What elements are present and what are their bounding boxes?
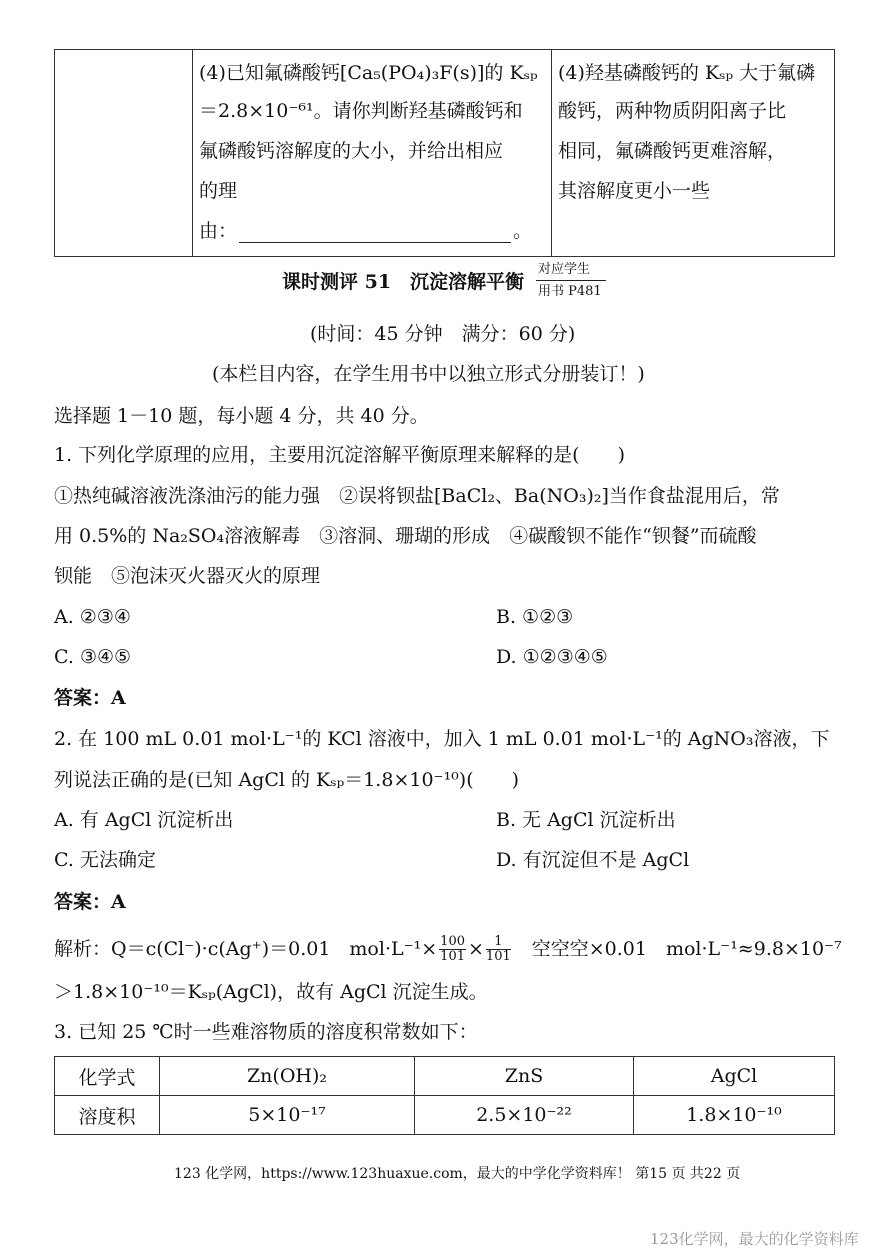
continuation-table: [54, 49, 835, 257]
reason-line: [199, 216, 532, 243]
reason-label: 由：: [199, 220, 238, 242]
ksp-table: [54, 1056, 835, 1135]
answer-cell: [552, 50, 835, 257]
table-row: [55, 1057, 835, 1096]
q1-option-a: A. ②③④: [54, 606, 131, 628]
question-line-4: 的理: [199, 180, 238, 202]
answer-line-4: 其溶解度更小一些: [558, 180, 711, 202]
table-cell: 5×10⁻¹⁷: [160, 1096, 415, 1135]
fraction-1-101: $\frac{1}{101}$: [485, 933, 511, 964]
answer-line-3: 相同，氟磷酸钙更难溶解，: [558, 140, 787, 162]
q1-option-c: C. ③④⑤: [54, 646, 132, 668]
table-cell: Zn(OH)₂: [160, 1057, 415, 1096]
answer-blank[interactable]: [239, 224, 511, 243]
question-cell: [193, 50, 552, 257]
q2-option-c: C. 无法确定: [54, 849, 156, 871]
table-cell: AgCl: [634, 1057, 835, 1096]
question-line-2: ＝2.8×10⁻⁶¹。请你判断羟基磷酸钙和: [199, 100, 523, 122]
binding-note: (本栏目内容，在学生用书中以独立形式分册装订！): [212, 363, 645, 385]
q2-option-a: A. 有 AgCl 沉淀析出: [54, 809, 234, 831]
q1-line-3: 钡能 ⑤泡沫灭火器灭火的原理: [54, 565, 321, 587]
q2-option-b: B. 无 AgCl 沉淀析出: [496, 809, 676, 831]
q1-answer: 答案：A: [54, 687, 126, 709]
table-cell: ZnS: [415, 1057, 634, 1096]
q3-stem: 3. 已知 25 ℃时一些难溶物质的溶度积常数如下：: [54, 1021, 478, 1043]
q2-analysis-line-1: 解析：Q＝c(Cl⁻)·c(Ag⁺)＝0.01 mol·L⁻¹× $\frac{100}{101}$ × $\frac{1}{101}$ 空空空×0.01 mol·L⁻¹≈9.8×10⁻⁷: [54, 933, 842, 964]
q1-line-1: ①热纯碱溶液洗涤油污的能力强 ②误将钡盐[BaCl₂、Ba(NO₃)₂]当作食盐混用后，常: [54, 485, 780, 507]
watermark: 123化学网，最大的化学资料库: [650, 1230, 859, 1248]
q1-stem: 1. 下列化学原理的应用，主要用沉淀溶解平衡原理来解释的是( ): [54, 444, 625, 466]
question-line-1: (4)已知氟磷酸钙[Ca₅(PO₄)₃F(s)]的 Kₛₚ: [199, 62, 538, 84]
q2-analysis-line-2: ＞1.8×10⁻¹⁰＝Kₛₚ(AgCl)，故有 AgCl 沉淀生成。: [54, 981, 488, 1003]
table-row: [55, 1096, 835, 1135]
section-intro: 选择题 1－10 题，每小题 4 分，共 40 分。: [54, 405, 429, 427]
table-cell: 1.8×10⁻¹⁰: [634, 1096, 835, 1135]
q2-stem-line-2: 列说法正确的是(已知 AgCl 的 Kₛₚ＝1.8×10⁻¹⁰)( ): [54, 769, 520, 791]
q2-option-d: D. 有沉淀但不是 AgCl: [496, 849, 690, 871]
table-cell: 溶度积: [55, 1096, 160, 1135]
table-cell: 2.5×10⁻²²: [415, 1096, 634, 1135]
table-cell: 化学式: [55, 1057, 160, 1096]
answer-line-1: (4)羟基磷酸钙的 Kₛₚ 大于氟磷: [558, 62, 816, 84]
analysis-suffix: 空空空×0.01 mol·L⁻¹≈9.8×10⁻⁷: [512, 938, 842, 960]
question-line-3: 氟磷酸钙溶解度的大小，并给出相应: [199, 140, 504, 162]
empty-cell: [55, 50, 193, 257]
q2-answer: 答案：A: [54, 891, 126, 913]
reason-end: 。: [513, 220, 533, 242]
test-title: 课时测评 51 沉淀溶解平衡: [282, 271, 525, 293]
fraction-100-101: $\frac{100}{101}$: [440, 933, 465, 964]
q1-option-b: B. ①②③: [496, 606, 574, 628]
answer-line-2: 酸钙，两种物质阴阳离子比: [558, 100, 787, 122]
q2-stem-line-1: 2. 在 100 mL 0.01 mol·L⁻¹的 KCl 溶液中，加入 1 mL 0.01 mol·L⁻¹的 AgNO₃溶液，下: [54, 728, 830, 750]
time-info: (时间：45 分钟 满分：60 分): [310, 323, 576, 345]
q1-line-2: 用 0.5%的 Na₂SO₄溶液解毒 ③溶洞、珊瑚的形成 ④碳酸钡不能作“钡餐”而硫酸: [54, 525, 757, 547]
side-note-top: 对应学生: [538, 262, 591, 277]
side-note-divider: [536, 280, 606, 281]
analysis-prefix: 解析：Q＝c(Cl⁻)·c(Ag⁺)＝0.01 mol·L⁻¹×: [54, 938, 438, 960]
page-footer: 123 化学网，https://www.123huaxue.com，最大的中学化学资料库！ 第15 页 共22 页: [174, 1166, 741, 1182]
q1-option-d: D. ①②③④⑤: [496, 646, 608, 668]
side-note-bottom: 用书 P481: [538, 284, 602, 299]
